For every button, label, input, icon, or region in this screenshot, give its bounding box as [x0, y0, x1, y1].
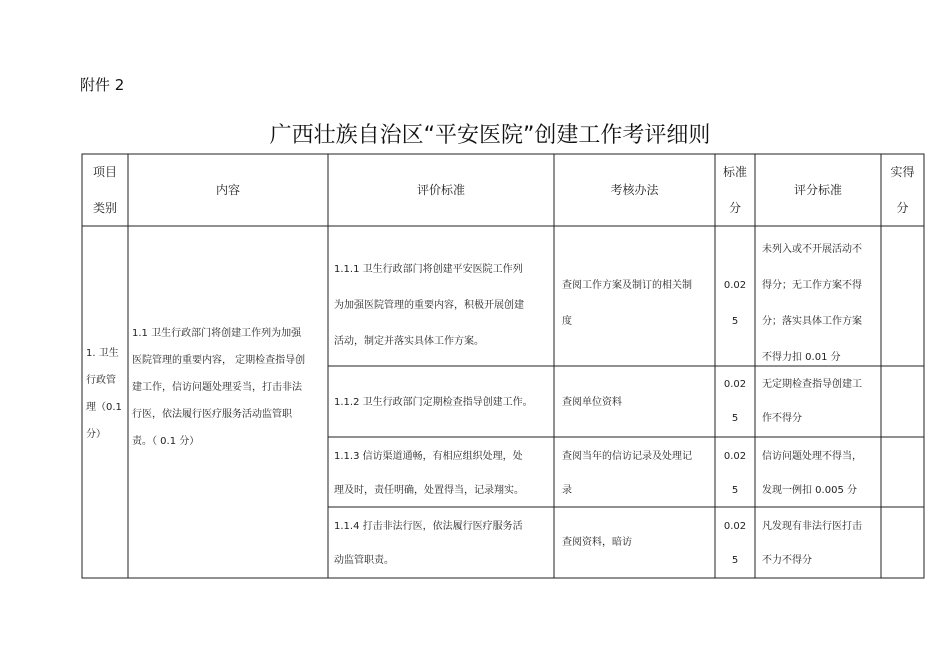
category-line: 行政管 — [86, 375, 116, 386]
scoring-line: 未列入或不开展活动不 — [762, 244, 862, 255]
row3-method — [562, 440, 712, 508]
score-line: 0.02 — [723, 521, 747, 532]
score-line: 5 — [731, 555, 739, 566]
scoring-line: 发现一例扣 0.005 分 — [762, 485, 857, 496]
criteria-line: 理及时，责任明确，处置得当，记录翔实。 — [334, 485, 524, 496]
criteria-line: 1.1.1 卫生行政部门将创建平安医院工作列 — [334, 264, 523, 275]
content-cell — [132, 320, 326, 455]
scoring-line: 得分；无工作方案不得 — [762, 280, 862, 291]
method-line: 查阅单位资料 — [562, 397, 622, 408]
scoring-line: 信访问题处理不得当， — [762, 451, 862, 462]
method-line: 查阅资料，暗访 — [562, 537, 632, 548]
row4-criteria — [334, 510, 552, 578]
score-line: 5 — [731, 316, 739, 327]
content-line: 医院管理的重要内容， 定期检查指导创 — [132, 355, 306, 366]
header-criteria: 评价标准 — [416, 183, 465, 197]
row3-criteria — [334, 440, 552, 508]
criteria-line: 为加强医院管理的重要内容，积极开展创建 — [334, 300, 524, 311]
score-line: 5 — [731, 413, 739, 424]
row1-method — [562, 268, 712, 340]
header-category-line2: 类别 — [92, 201, 117, 215]
row1-criteria — [334, 252, 552, 360]
header-std-score-line2: 分 — [728, 201, 741, 215]
row2-score — [715, 368, 755, 436]
scoring-line: 无定期检查指导创建工 — [762, 379, 862, 390]
category-line: 分） — [86, 429, 106, 440]
scoring-line: 作不得分 — [762, 413, 802, 424]
criteria-line: 1.1.3 信访渠道通畅，有相应组织处理，处 — [334, 451, 523, 462]
category-cell — [86, 340, 126, 448]
header-category-line1: 项目 — [92, 165, 117, 179]
row2-criteria — [334, 394, 552, 412]
criteria-line: 1.1.2 卫生行政部门定期检查指导创建工作。 — [334, 397, 533, 408]
score-line: 0.02 — [723, 379, 747, 390]
header-actual — [881, 154, 924, 226]
category-line: 理（0.1 — [86, 402, 122, 413]
criteria-line: 1.1.4 打击非法行医，依法履行医疗服务活 — [334, 521, 523, 532]
row2-method — [562, 394, 712, 412]
score-line: 0.02 — [723, 280, 747, 291]
scoring-line: 分；落实具体工作方案 — [762, 316, 862, 327]
row1-scoring — [762, 232, 880, 376]
method-line: 查阅工作方案及制订的相关制 — [562, 280, 692, 291]
attachment-label: 附件 2 — [80, 76, 125, 94]
scoring-line: 不得力扣 0.01 分 — [762, 352, 841, 363]
criteria-line: 活动，制定并落实具体工作方案。 — [334, 336, 484, 347]
content-line: 建工作，信访问题处理妥当，打击非法 — [132, 382, 302, 393]
header-std-score-line1: 标准 — [722, 165, 747, 179]
method-line: 查阅当年的信访记录及处理记 — [562, 451, 692, 462]
scoring-line: 不力不得分 — [762, 555, 812, 566]
row4-scoring — [762, 510, 880, 578]
header-actual-line1: 实得 — [890, 165, 915, 179]
score-line: 0.02 — [723, 451, 747, 462]
content-line: 责。（ 0.1 分） — [132, 436, 200, 447]
row4-score — [715, 510, 755, 578]
content-line: 1.1 卫生行政部门将创建工作列为加强 — [132, 328, 302, 339]
row1-score — [715, 268, 755, 340]
header-content: 内容 — [215, 183, 240, 197]
header-category — [82, 154, 128, 226]
row4-method — [562, 534, 712, 552]
header-actual-line2: 分 — [896, 201, 909, 215]
score-line: 5 — [731, 485, 739, 496]
row2-scoring — [762, 368, 880, 436]
header-std-score — [715, 154, 755, 226]
category-line: 1. 卫生 — [86, 348, 119, 359]
header-scoring: 评分标准 — [793, 183, 842, 197]
row3-score — [715, 440, 755, 508]
content-line: 行医，依法履行医疗服务活动监管职 — [132, 409, 292, 420]
header-method: 考核办法 — [610, 183, 659, 197]
criteria-line: 动监管职责。 — [334, 555, 394, 566]
method-line: 度 — [562, 316, 572, 327]
row3-scoring — [762, 440, 880, 508]
document-title: 广西壮族自治区“平安医院”创建工作考评细则 — [269, 123, 711, 148]
scoring-line: 凡发现有非法行医打击 — [762, 521, 862, 532]
method-line: 录 — [562, 485, 572, 496]
